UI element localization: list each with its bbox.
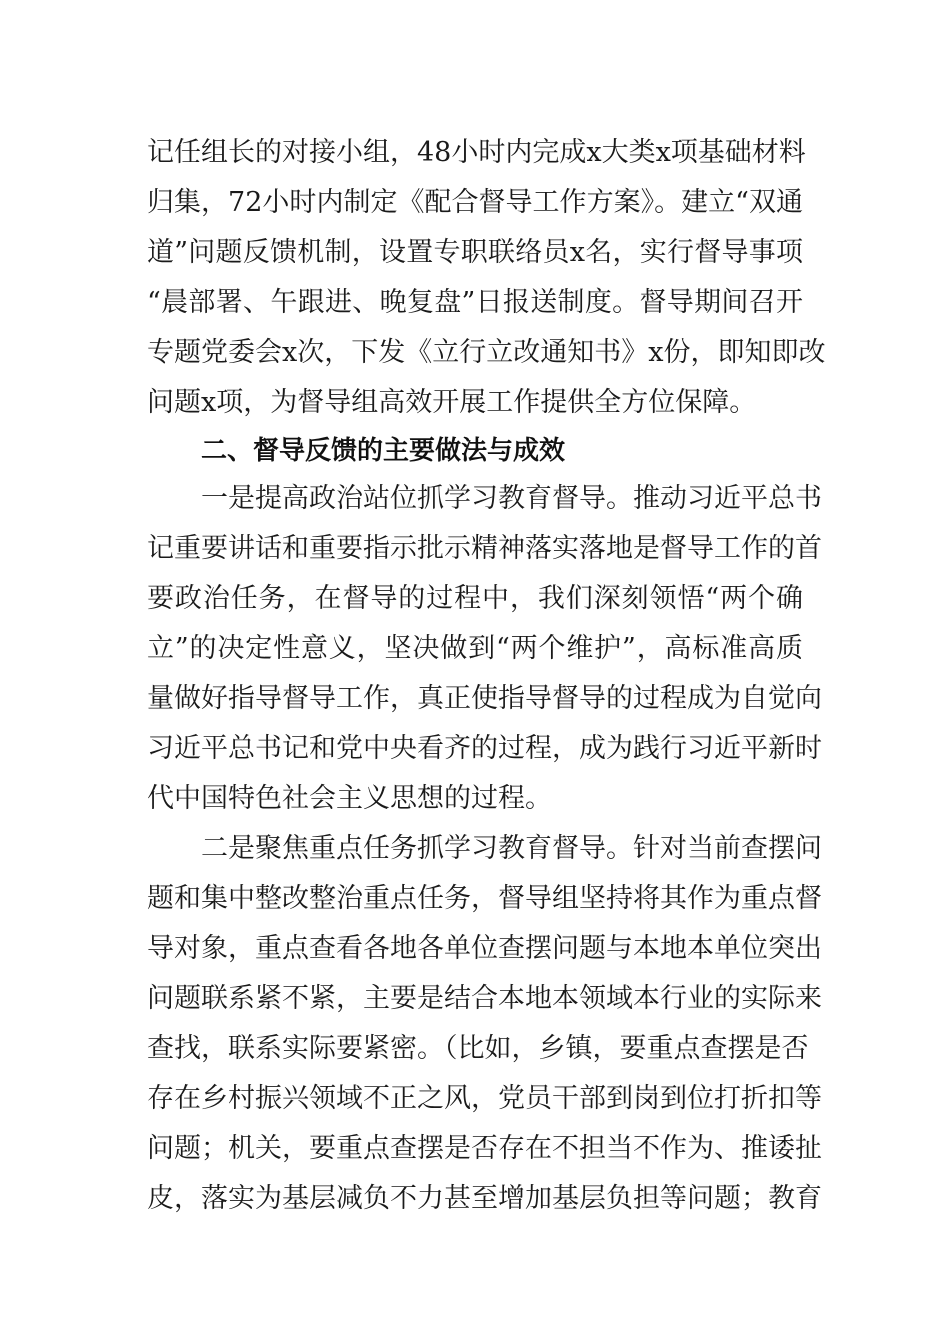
paragraph-line: 存在乡村振兴领域不正之风，党员干部到岗到位打折扣等: [147, 1083, 822, 1114]
paragraph-line: 查找，联系实际要紧密。（比如，乡镇，要重点查摆是否: [147, 1033, 809, 1064]
section-heading: 二、督导反馈的主要做法与成效: [201, 436, 566, 466]
paragraph-line: 立”的决定性意义，坚决做到“两个维护”，高标准高质: [147, 633, 803, 664]
paragraph-line: 导对象，重点查看各地各单位查摆问题与本地本单位突出: [147, 933, 822, 964]
body-text-line: “晨部署、午跟进、晚复盘”日报送制度。督导期间召开: [147, 287, 803, 318]
body-text-line: 归集，72小时内制定《配合督导工作方案》。建立“双通: [147, 187, 803, 218]
paragraph-line: 记重要讲话和重要指示批示精神落实落地是督导工作的首: [147, 533, 822, 564]
paragraph-line: 问题联系紧不紧，主要是结合本地本领域本行业的实际来: [147, 983, 822, 1014]
body-text-line: 问题x项，为督导组高效开展工作提供全方位保障。: [147, 387, 757, 418]
paragraph-line: 问题；机关，要重点查摆是否存在不担当不作为、推诿扯: [147, 1133, 822, 1164]
paragraph-line: 要政治任务，在督导的过程中，我们深刻领悟“两个确: [147, 583, 803, 614]
paragraph-line: 代中国特色社会主义思想的过程。: [147, 783, 552, 814]
paragraph-line: 二是聚焦重点任务抓学习教育督导。针对当前查摆问: [201, 833, 822, 864]
paragraph-line: 习近平总书记和党中央看齐的过程，成为践行习近平新时: [147, 733, 822, 764]
paragraph-line: 题和集中整改整治重点任务，督导组坚持将其作为重点督: [147, 883, 822, 914]
paragraph-line: 量做好指导督导工作，真正使指导督导的过程成为自觉向: [147, 683, 822, 714]
paragraph-line: 一是提高政治站位抓学习教育督导。推动习近平总书: [201, 483, 822, 514]
body-text-line: 记任组长的对接小组，48小时内完成x大类x项基础材料: [147, 137, 806, 168]
body-text-line: 专题党委会x次，下发《立行立改通知书》x份，即知即改: [147, 337, 826, 368]
body-text-line: 道”问题反馈机制，设置专职联络员x名，实行督导事项: [147, 237, 803, 268]
paragraph-line: 皮，落实为基层减负不力甚至增加基层负担等问题；教育: [147, 1183, 822, 1214]
